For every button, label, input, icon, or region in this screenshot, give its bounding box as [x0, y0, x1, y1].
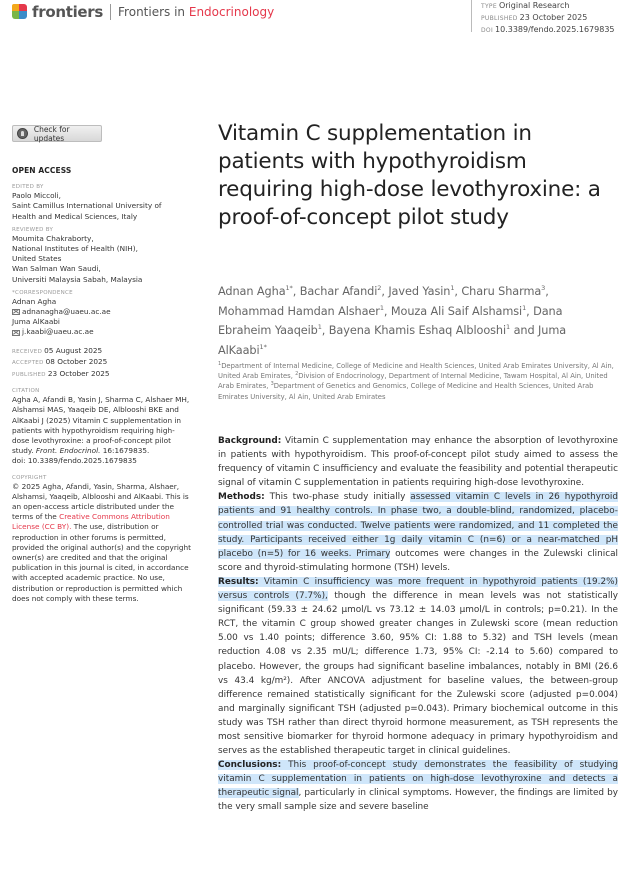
correspondent-name: Juma AlKaabi — [12, 317, 60, 327]
sidebar — [12, 166, 192, 607]
edited-by-label: EDITED BY — [12, 184, 44, 191]
date-label: PUBLISHED — [12, 371, 46, 378]
author[interactable]: Adnan Agha — [218, 285, 286, 298]
mail-icon — [12, 330, 20, 336]
author-list: Adnan Agha$^{1*}$, Bachar Afandi$^2$, Javed Yasin$^1$, Charu Sharma$^3$, Mohammad Hamdan Alshaer$^1$, Mouza Ali Saif Alshamsi$^1$, Dana Ebraheim Yaaqeib$^1$, Bayena Khamis Eshaq Alblooshi$^1$ and Juma AlKaabi$^{1*}$ — [218, 284, 567, 357]
author[interactable]: and Juma AlKaabi — [218, 324, 567, 357]
date-label: ACCEPTED — [12, 360, 44, 367]
check-for-updates-button[interactable] — [12, 125, 102, 142]
correspondent-name: Adnan Agha — [12, 296, 57, 306]
copyright-pre: © 2025 Agha, Afandi, Yasin, Sharma, Alshaer, Alshamsi, Yaaqeib, Alblooshi and AlKaabi. This is an open-access article distributed under the terms of the — [12, 481, 189, 522]
header-divider — [110, 4, 111, 20]
copyright-label: COPYRIGHT — [12, 474, 47, 481]
results-highlight[interactable]: Vitamin C insufficiency was more frequent in hypothyroid patients (19.2%) versus controls (7.7%), — [218, 576, 618, 602]
check-for-updates-label: Check for updates — [33, 124, 70, 143]
date-value: 05 August 2025 — [44, 345, 103, 355]
abstract-results — [218, 575, 618, 758]
affiliation: Division of Endocrinology, Department of Internal Medicine, Tawam Hospital, Al Ain, United Arab Emirates, — [218, 372, 608, 391]
reviewer-line: United States — [12, 254, 62, 264]
copyright-post: The use, distribution or reproduction in other forums is permitted, provided the original author(s) and the copyright owner(s) are credited and that the original publication in this journal is cited, in accordance with accepted academic practice. No use, distribution or reproduction is permitted which does not comply with these terms. — [12, 522, 192, 603]
author[interactable]: Dana Ebraheim Yaaqeib — [218, 304, 563, 337]
results-label: Results: — [218, 576, 259, 587]
affil-sup: 3 — [270, 381, 274, 388]
author[interactable]: Javed Yasin — [388, 285, 451, 298]
date-label: RECEIVED — [12, 348, 43, 355]
abstract — [218, 434, 618, 815]
citation-doi[interactable]: doi: 10.3389/fendo.2025.1679835 — [12, 456, 137, 466]
crossmark-icon — [17, 128, 28, 139]
author-affiliation-sup: 1* — [259, 342, 267, 351]
author[interactable]: Bachar Afandi — [299, 285, 378, 298]
date-value: 08 October 2025 — [45, 357, 108, 367]
methods-highlight[interactable]: assessed vitamin C levels in 26 hypothyroid patients and 91 healthy controls. In phase two, a double-blind, randomized, placebo-controlled trial was conducted. Twelve patients were randomized, and 11 completed the study. Participants received either 1g daily vitamin C (n=6) or a near-matched pH placebo (n=5) for 16 weeks. Primary — [218, 492, 618, 559]
frontiers-logo[interactable] — [12, 2, 274, 22]
meta-doi-value[interactable]: 10.3389/fendo.2025.1679835 — [495, 25, 615, 34]
results-text: though the difference in mean levels was not statistically significant (59.33 ± 24.62 µmol/L vs 73.12 ± 14.03 µmol/L in controls; p=0.21). In the RCT, the vitamin C group showed greater changes in Zulewski score (mean reduction 5.00 vs 1.40 points; difference 3.60, 95% CI: 1.88 to 5.32) and TSH levels (mean reduction 4.08 vs 2.35 mU/L; difference 1.73, 95% CI: -2.14 to 5.60) compared to placebo. However, the groups had significant baseline imbalances, notably in BMI (26.6 vs 43.4 kg/m²). After ANCOVA adjustment for baseline values, the between-group difference remained statistically significant for the Zulewski score (adjusted p=0.004) and marginally significant TSH (adjusted p=0.043). Primary biochemical outcome in this study was TSH rather than direct thyroid hormone measurement, as TSH represents the most sensitive biomarker for thyroid hormone adequacy in primary hypothyroidism and serves as the established therapeutic target in clinical guidelines. — [218, 591, 619, 757]
affiliation: Department of Internal Medicine, College of Medicine and Health Sciences, United Arab Emirates University, Al Ain, United Arab Emirates, — [218, 362, 614, 381]
methods-label: Methods: — [218, 492, 265, 503]
date-value: 23 October 2025 — [47, 368, 110, 378]
author-affiliation-sup: 1 — [522, 303, 527, 312]
meta-type — [481, 0, 640, 12]
date-received — [12, 346, 192, 358]
reviewed-by-section — [12, 226, 192, 285]
conclusions-text: , particularly in clinical symptoms. However, the findings are limited by the very small sample size and severe baseline — [218, 788, 618, 813]
conclusions-highlight[interactable]: This proof-of-concept study demonstrates the feasibility of studying vitamin C supplementation in patients on high-dose levothyroxine and detects a therapeutic signal — [218, 760, 618, 799]
citation-label: CITATION — [12, 388, 40, 395]
reviewer-line: Wan Salman Wan Saudi, — [12, 264, 101, 274]
date-accepted — [12, 357, 192, 369]
methods-text-end: outcomes were changes in the Zulewski clinical score and thyroid-stimulating hormone (TSH) levels. — [218, 548, 619, 573]
author-affiliation-sup: 2 — [377, 284, 382, 292]
author-affiliation-sup: 1* — [285, 284, 293, 292]
mail-icon — [12, 309, 20, 315]
meta-doi — [481, 24, 640, 36]
correspondent-email[interactable] — [12, 307, 192, 317]
meta-type-label: TYPE — [481, 3, 497, 10]
author-affiliation-sup: 1 — [506, 323, 511, 331]
email-link[interactable]: j.kaabi@uaeu.ac.ae — [22, 327, 94, 337]
reviewer-line: Universiti Malaysia Sabah, Malaysia — [12, 274, 143, 284]
author[interactable]: Mohammad Hamdan Alshaer — [218, 304, 380, 318]
reviewer-line: National Institutes of Health (NIH), — [12, 244, 138, 254]
citation-volume: 16:1679835. — [100, 446, 150, 456]
brand-name: frontiers — [32, 3, 104, 21]
abstract-methods — [218, 490, 618, 575]
journal-name[interactable] — [118, 5, 274, 19]
article-title: Vitamin C supplementation in patients with hypothyroidism requiring high-dose levothyroxine: a proof-of-concept pilot study — [218, 121, 601, 230]
abstract-background — [218, 434, 618, 490]
meta-published — [481, 12, 640, 24]
meta-doi-label: DOI — [481, 27, 494, 34]
affil-sup: 2 — [295, 371, 299, 378]
meta-type-value: Original Research — [498, 1, 570, 10]
journal-accent: Endocrinology — [188, 5, 275, 19]
reviewer-line: Moumita Chakraborty, — [12, 233, 94, 243]
affiliation: Department of Genetics and Genomics, College of Medicine and Health Sciences, United Arab Emirates University, Al Ain, United Arab Emirates — [218, 382, 594, 401]
affiliations — [218, 361, 618, 402]
conclusions-label: Conclusions: — [218, 760, 282, 771]
correspondence-label: *CORRESPONDENCE — [12, 289, 73, 296]
author-affiliation-sup: 1 — [317, 323, 322, 331]
author[interactable]: Mouza Ali Saif Alshamsi — [390, 304, 523, 318]
copyright-section — [12, 474, 192, 604]
editor-line: Saint Camillus International University of — [12, 201, 162, 211]
author-affiliation-sup: 1 — [379, 303, 384, 312]
dates-section — [12, 346, 192, 381]
correspondent-email[interactable] — [12, 327, 192, 337]
reviewed-by-label: REVIEWED BY — [12, 226, 54, 233]
background-text: Vitamin C supplementation may enhance the absorption of levothyroxine in patients with hypothyroidism. This proof-of-concept pilot study aimed to assess the frequency of vitamin C insufficiency and evaluate the feasibility and potential therapeutic signal of vitamin C supplementation in patients requiring high-dose levothyroxine. — [218, 436, 618, 489]
citation-section — [12, 387, 192, 466]
citation-text — [12, 395, 192, 466]
author[interactable]: Charu Sharma — [461, 285, 542, 298]
copyright-text — [12, 482, 192, 604]
editor-line: Paolo Miccoli, — [12, 191, 62, 201]
methods-text: This two-phase study initially — [264, 492, 411, 503]
citation-journal: Front. Endocrinol. — [35, 446, 101, 456]
author-affiliation-sup: 1 — [450, 284, 455, 292]
open-access-label: OPEN ACCESS — [12, 166, 72, 175]
frontiers-logo-icon — [12, 4, 28, 20]
abstract-conclusions — [218, 758, 618, 814]
background-label: Background: — [218, 436, 282, 446]
citation-body: Agha A, Afandi B, Yasin J, Sharma C, Alshaer MH, Alshamsi MAS, Yaaqeib DE, Alblooshi BKE and AlKaabi J (2025) Vitamin C supplementation in patients with hypothyroidism requiring high-dose levothyroxine: a proof-of-concept pilot study. — [12, 395, 190, 456]
correspondence-section — [12, 289, 192, 338]
article-meta — [471, 0, 640, 32]
meta-published-value: 23 October 2025 — [519, 13, 588, 22]
author-affiliation-sup: 3 — [541, 284, 546, 292]
meta-published-label: PUBLISHED — [481, 15, 518, 22]
email-link[interactable]: adnanagha@uaeu.ac.ae — [22, 307, 111, 317]
date-published — [12, 369, 192, 381]
edited-by-section — [12, 183, 192, 222]
affil-sup: 1 — [218, 361, 222, 367]
journal-prefix: Frontiers in — [118, 5, 189, 19]
author[interactable]: Bayena Khamis Eshaq Alblooshi — [328, 324, 507, 337]
cc-by-license-link[interactable]: Creative Commons Attribution License (CC BY). — [12, 512, 170, 532]
editor-line: Health and Medical Sciences, Italy — [12, 211, 138, 221]
